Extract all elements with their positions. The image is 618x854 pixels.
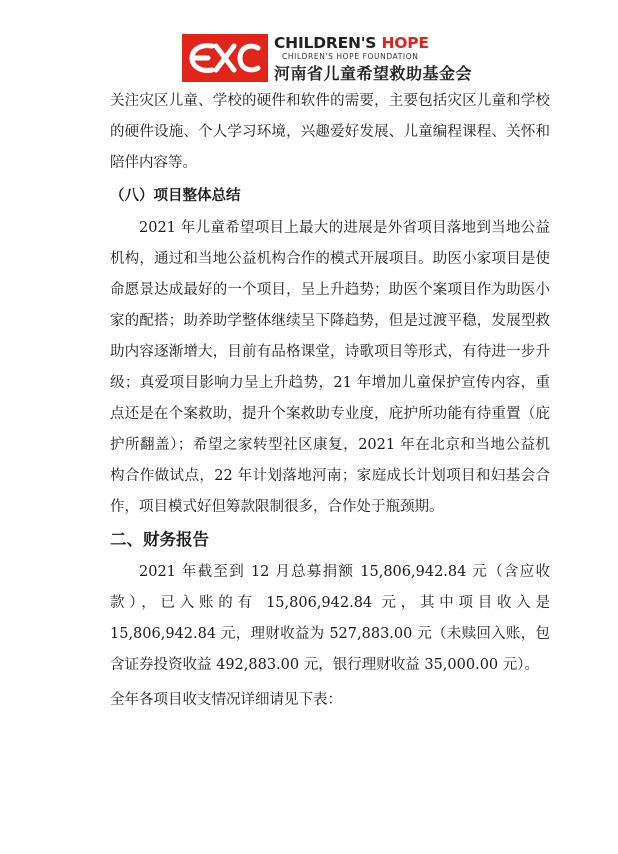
page-header	[182, 34, 482, 82]
brand-subtitle: CHILDREN'S HOPE FOUNDATION	[282, 52, 419, 61]
brand-name-part1: CHILDREN'S	[274, 34, 377, 52]
brand-name-cn: 河南省儿童希望救助基金会	[274, 64, 473, 83]
heading-project-summary: （八）项目整体总结	[110, 188, 241, 204]
brand-name-en	[274, 34, 429, 52]
brand-name-part2: HOPE	[381, 34, 429, 52]
brand-block	[274, 34, 484, 82]
document-body	[110, 86, 550, 716]
paragraph-project-summary: 2021 年儿童希望项目上最大的进展是外省项目落地到当地公益机构，通过和当地公益机构合作的模式开展项目。助医小家项目是使命愿景达成最好的一个项目，呈上升趋势；助医个案项目作为助医小家的配搭；助养助学整体继续呈下降趋势，但是过渡平稳，发展型救助内容逐渐增大，目前有品格课堂，诗歌项目等形式，有待进一步升级；真爱项目影响力呈上升趋势，21 年增加儿童保护宣传内容，重点还是在个案救助，提升个案救助专业度，庇护所功能有待重置（庇护所翻盖）；希望之家转型社区康复，2021 年在北京和当地公益机构合作做试点，22 年计划落地河南；家庭成长计划项目和妇基会合作，项目模式好但筹款限制很多，合作处于瓶颈期。	[110, 220, 550, 515]
logo-icon	[182, 34, 268, 82]
paragraph-financial-report: 2021 年截至到 12 月总募捐额 15,806,942.84 元（含应收款），已入账的有 15,806,942.84 元，其中项目收入是 15,806,942.84 元，理财收益为 527,883.00 元（未赎回入账，包含证券投资收益 492,883.00 元，银行理财收益 35,000.00 元）。	[110, 564, 550, 673]
paragraph-disaster-needs: 关注灾区儿童、学校的硬件和软件的需要，主要包括灾区儿童和学校的硬件设施、个人学习环境，兴趣爱好发展、儿童编程课程、关怀和陪伴内容等。	[110, 93, 550, 171]
heading-financial-report: 二、财务报告	[110, 530, 209, 549]
paragraph-table-intro: 全年各项目收支情况详细请见下表：	[110, 692, 342, 708]
